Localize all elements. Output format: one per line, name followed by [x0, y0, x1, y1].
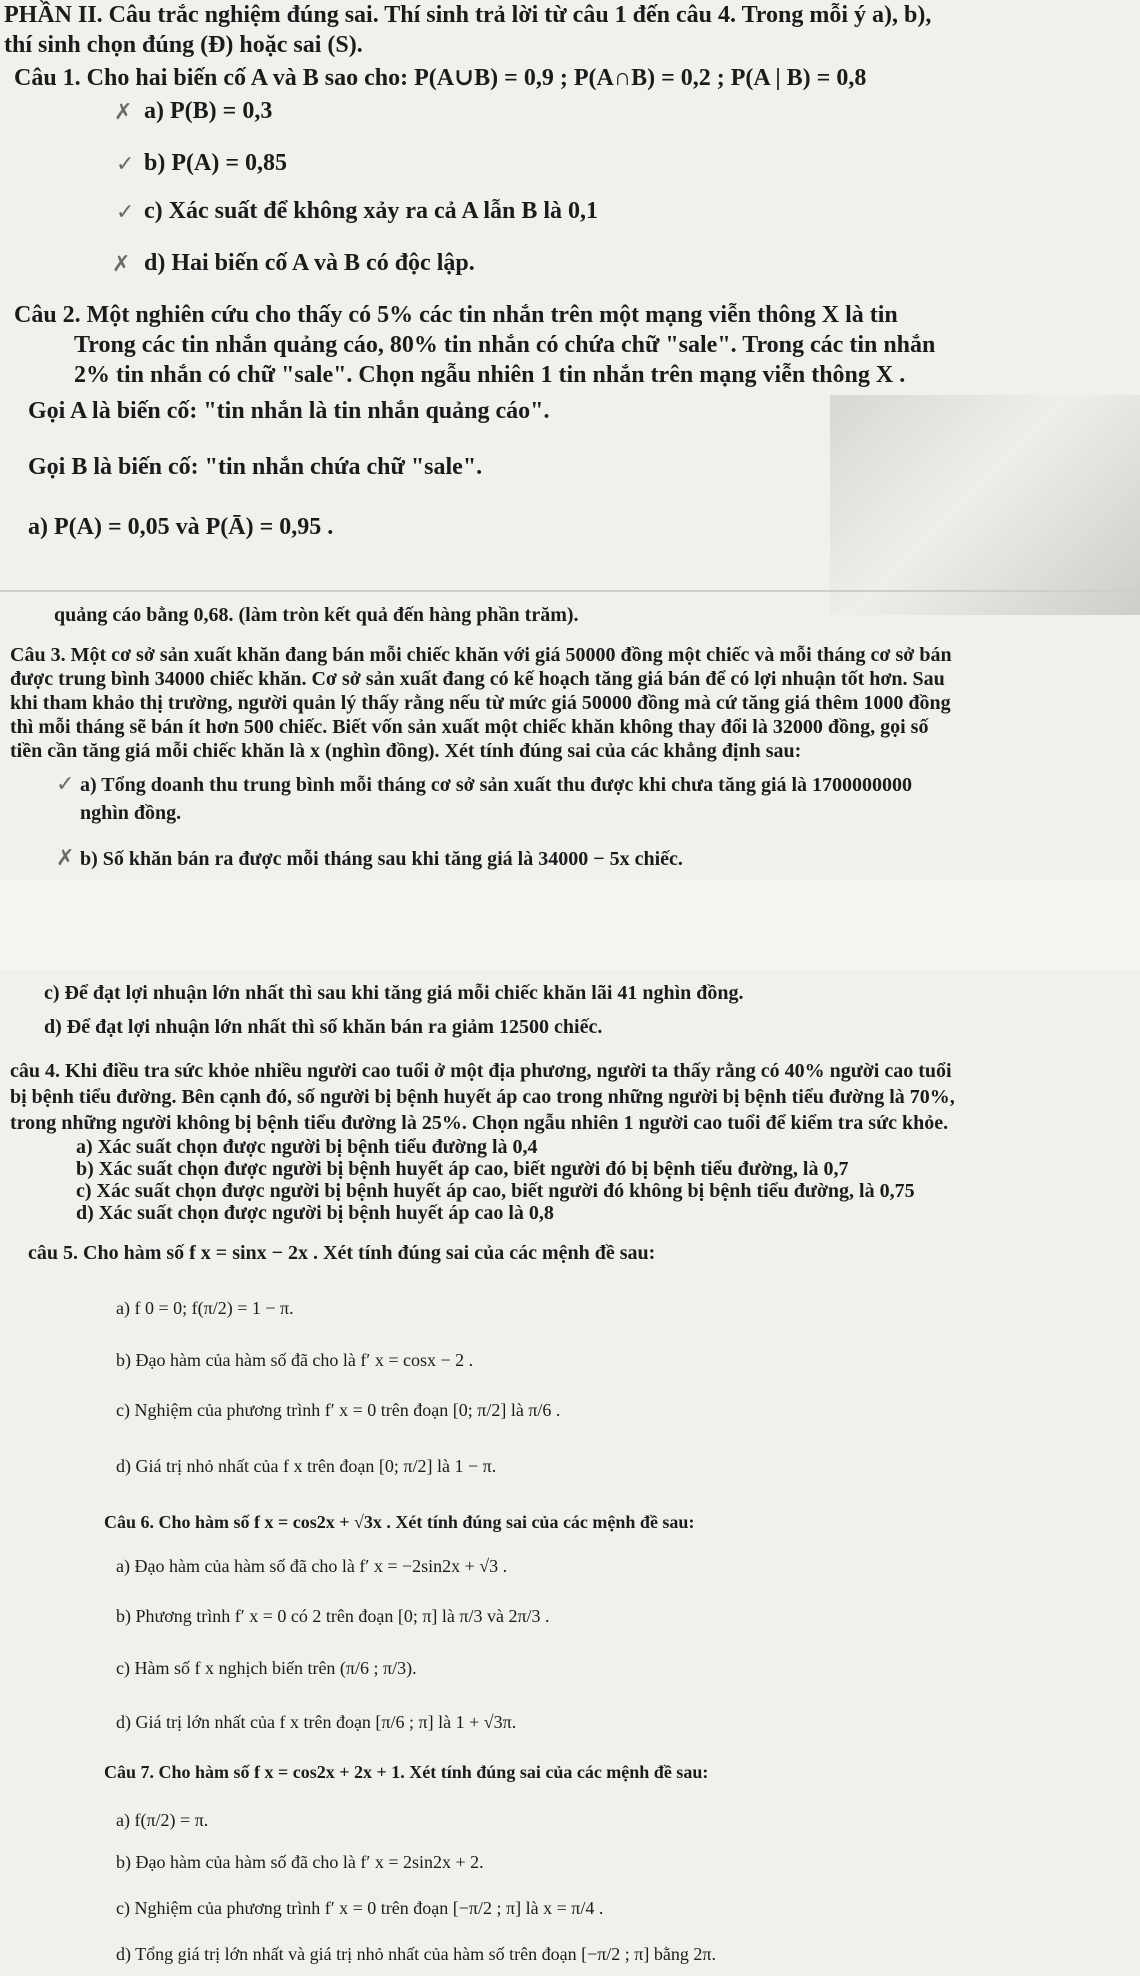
blank-area — [0, 880, 1140, 970]
q3-line5: tiền cần tăng giá mỗi chiếc khăn là x (nghìn đồng). Xét tính đúng sai của các khẳng định sau: — [10, 740, 802, 762]
q1-stem: Câu 1. Cho hai biến cố A và B sao cho: P(A∪B) = 0,9 ; P(A∩B) = 0,2 ; P(A | B) = 0,8 — [14, 65, 867, 91]
q2-line2: Trong các tin nhắn quảng cáo, 80% tin nhắn có chứa chữ "sale". Trong các tin nhắn — [74, 332, 936, 358]
check-mark-icon: ✓ — [56, 772, 75, 797]
q3-line2: được trung bình 34000 chiếc khăn. Cơ sở sản xuất đang có kế hoạch tăng giá bán để có lợi nhuận tốt hơn. Sau — [10, 668, 945, 690]
q7-option-d: d) Tổng giá trị lớn nhất và giá trị nhỏ nhất của hàm số trên đoạn [−π/2 ; π] bằng 2π. — [116, 1944, 716, 1964]
q3-option-a-line2: nghìn đồng. — [80, 802, 182, 824]
q2-line4: Gọi A là biến cố: "tin nhắn là tin nhắn quảng cáo". — [28, 398, 550, 424]
q2-line1: Câu 2. Một nghiên cứu cho thấy có 5% các tin nhắn trên một mạng viễn thông X là tin — [14, 302, 898, 328]
part-header-line1: PHẦN II. Câu trắc nghiệm đúng sai. Thí sinh trả lời từ câu 1 đến câu 4. Trong mỗi ý a), b), — [4, 2, 932, 28]
q1-option-b: b) P(A) = 0,85 — [144, 150, 287, 176]
check-mark-icon: ✓ — [116, 152, 135, 177]
paper-overlay — [830, 395, 1140, 615]
q6-option-b: b) Phương trình f′ x = 0 có 2 trên đoạn [0; π] là π/3 và 2π/3 . — [116, 1606, 550, 1626]
q6-stem: Câu 6. Cho hàm số f x = cos2x + √3x . Xét tính đúng sai của các mệnh đề sau: — [104, 1512, 695, 1532]
q7-option-a: a) f(π/2) = π. — [116, 1810, 209, 1830]
q3-option-b: b) Số khăn bán ra được mỗi tháng sau khi tăng giá là 34000 − 5x chiếc. — [80, 848, 683, 870]
cross-mark-icon: ✗ — [112, 252, 131, 277]
q2-line3: 2% tin nhắn có chữ "sale". Chọn ngẫu nhiên 1 tin nhắn trên mạng viễn thông X . — [74, 362, 906, 388]
q4-line2: bị bệnh tiểu đường. Bên cạnh đó, số người bị bệnh huyết áp cao trong những người bị bệnh tiểu đường là 70%, — [10, 1086, 955, 1108]
q5-option-d: d) Giá trị nhỏ nhất của f x trên đoạn [0; π/2] là 1 − π. — [116, 1456, 497, 1476]
q3-option-d: d) Để đạt lợi nhuận lớn nhất thì số khăn bán ra giảm 12500 chiếc. — [44, 1016, 603, 1038]
q5-option-b: b) Đạo hàm của hàm số đã cho là f′ x = cosx − 2 . — [116, 1350, 474, 1370]
q2-option-a: a) P(A) = 0,05 và P(Ā) = 0,95 . — [28, 514, 334, 540]
q1-option-c: c) Xác suất để không xảy ra cả A lẫn B là 0,1 — [144, 198, 599, 224]
q7-option-c: c) Nghiệm của phương trình f′ x = 0 trên đoạn [−π/2 ; π] là x = π/4 . — [116, 1898, 604, 1918]
q5-stem: câu 5. Cho hàm số f x = sinx − 2x . Xét tính đúng sai của các mệnh đề sau: — [28, 1242, 656, 1264]
q3-option-a-line1: a) Tổng doanh thu trung bình mỗi tháng cơ sở sản xuất thu được khi chưa tăng giá là 1700000000 — [80, 774, 913, 796]
q4-option-b: b) Xác suất chọn được người bị bệnh huyết áp cao, biết người đó bị bệnh tiểu đường, là 0,7 — [76, 1158, 849, 1180]
q3-line1: Câu 3. Một cơ sở sản xuất khăn đang bán mỗi chiếc khăn với giá 50000 đồng một chiếc và mỗi tháng cơ sở bán — [10, 644, 952, 666]
q7-option-b: b) Đạo hàm của hàm số đã cho là f′ x = 2sin2x + 2. — [116, 1852, 484, 1872]
q6-option-c: c) Hàm số f x nghịch biến trên (π/6 ; π/3). — [116, 1658, 417, 1678]
photo-seam — [0, 590, 1140, 592]
q1-option-a: a) P(B) = 0,3 — [144, 98, 273, 124]
q6-option-a: a) Đạo hàm của hàm số đã cho là f′ x = −2sin2x + √3 . — [116, 1556, 508, 1576]
q2-line5: Gọi B là biến cố: "tin nhắn chứa chữ "sale". — [28, 454, 483, 480]
q1-option-d: d) Hai biến cố A và B có độc lập. — [144, 250, 475, 276]
q3-line3: khi tham khảo thị trường, người quản lý thấy rằng nếu từ mức giá 50000 đồng mà cứ tăng giá thêm 1000 đồng — [10, 692, 951, 714]
q4-line3: trong những người không bị bệnh tiểu đường là 25%. Chọn ngẫu nhiên 1 người cao tuổi để kiểm tra sức khỏe. — [10, 1112, 949, 1134]
q3-line4: thì mỗi tháng sẽ bán ít hơn 500 chiếc. Biết vốn sản xuất một chiếc khăn không thay đổi là 32000 đồng, gọi số — [10, 716, 929, 738]
q4-option-a: a) Xác suất chọn được người bị bệnh tiểu đường là 0,4 — [76, 1136, 538, 1158]
check-mark-icon: ✓ — [116, 200, 135, 225]
q5-option-c: c) Nghiệm của phương trình f′ x = 0 trên đoạn [0; π/2] là π/6 . — [116, 1400, 561, 1420]
q4-line1: câu 4. Khi điều tra sức khỏe nhiều người cao tuổi ở một địa phương, người ta thấy rằng có 40% người cao tuổi — [10, 1060, 952, 1082]
q6-option-d: d) Giá trị lớn nhất của f x trên đoạn [π/6 ; π] là 1 + √3π. — [116, 1712, 517, 1732]
q3-option-c: c) Để đạt lợi nhuận lớn nhất thì sau khi tăng giá mỗi chiếc khăn lãi 41 nghìn đồng. — [44, 982, 744, 1004]
q5-option-a: a) f 0 = 0; f(π/2) = 1 − π. — [116, 1298, 294, 1318]
q2-continuation: quảng cáo bằng 0,68. (làm tròn kết quả đến hàng phần trăm). — [54, 604, 579, 626]
q7-stem: Câu 7. Cho hàm số f x = cos2x + 2x + 1. Xét tính đúng sai của các mệnh đề sau: — [104, 1762, 709, 1782]
cross-mark-icon: ✗ — [56, 846, 75, 871]
part-header-line2: thí sinh chọn đúng (Đ) hoặc sai (S). — [4, 32, 363, 58]
q4-option-d: d) Xác suất chọn được người bị bệnh huyết áp cao là 0,8 — [76, 1202, 554, 1224]
q4-option-c: c) Xác suất chọn được người bị bệnh huyết áp cao, biết người đó không bị bệnh tiểu đường, là 0,75 — [76, 1180, 915, 1202]
cross-mark-icon: ✗ — [114, 100, 133, 125]
